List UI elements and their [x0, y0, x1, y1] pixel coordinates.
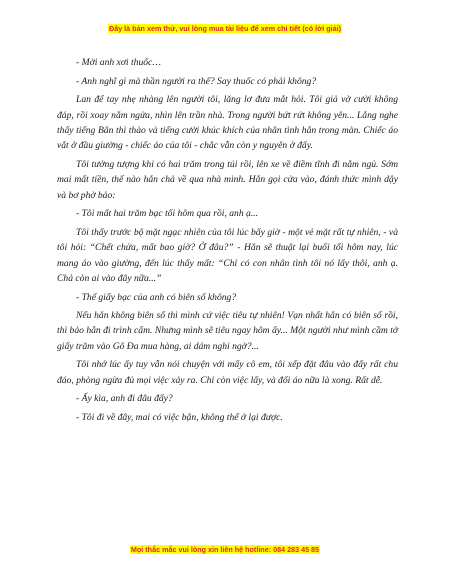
paragraph: Nếu hắn không biên số thì mình cứ việc tiêu tự nhiên! Vạn nhất hắn có biên số rồi, thì bảo hắn đi trình cẩm. Nhưng mình sẽ tiêu ngay hôm ấy... Một người như mình cầm tờ giấy trăm vào Gô Đa mua hàng, ai dám nghi ngờ?... — [57, 310, 398, 352]
paragraph: - Tôi mất hai trăm bạc tối hôm qua rồi, anh ạ... — [76, 208, 259, 220]
preview-notice-text: Đây là bản xem thử, vui lòng mua tài liệu để xem chi tiết (có lời giải) — [109, 24, 341, 33]
paragraph: - Anh nghĩ gì mà thần người ra thế? Say thuốc có phải không? — [76, 75, 317, 87]
hotline-banner — [0, 545, 450, 554]
paragraph: - Tôi đi về đây, mai có việc bận, không thể ở lại được. — [76, 412, 283, 424]
paragraph: - Ấy kìa, anh đi đâu đấy? — [76, 393, 173, 405]
story-text — [57, 55, 398, 429]
paragraph: Tôi thấy trước bộ mặt ngạc nhiên của tôi lúc bấy giờ - một vẻ mặt rất tự nhiên, - và tôi hỏi: “Chết chửa, mất bao giờ? Ở đâu?” - Hắn sẽ thuật lại buổi tối hôm nay, lúc mang áo vào giường, đến lúc thấy mất: “Chỉ có con nhân tình tôi nó lấy thôi, anh ạ. Chả còn ai vào đây nữa...” — [57, 226, 398, 284]
paragraph: - Mời anh xơi thuốc… — [76, 57, 161, 68]
paragraph: Lan để tay nhẹ nhàng lên người tôi, lăng lơ đưa mắt hỏi. Tôi giả vờ cười không đáp, rồi xoay nằm ngửa, nhìn lên trần nhà. Trong người bứt rứt không yên... Lắng nghe thấy tiếng Bân thì thào và tiếng cười khúc khích của nhân tình hắn trong màn. Chiếc áo vắt ở đầu giường - chiếc áo của tôi - chắc vẫn còn y nguyên ở đấy. — [57, 94, 398, 152]
preview-notice-banner — [0, 24, 450, 33]
hotline-text: Mọi thắc mắc vui lòng xin liên hệ hotline: 084 283 45 85 — [130, 545, 320, 554]
paragraph: - Thế giấy bạc của anh có biên số không? — [76, 291, 237, 303]
paragraph: Tôi tưởng tượng khi có hai trăm trong túi rồi, lên xe về điềm tĩnh đi nằm ngủ. Sớm mai mất tiền, thế nào hắn chả về qua nhà mình. Hắn gọi cửa vào, đánh thức mình dậy và bơ phờ bảo: — [57, 158, 398, 201]
paragraph: Tôi nhớ lúc ấy tuy vẫn nói chuyện với mấy cô em, tôi xếp đặt đâu vào đấy rất chu đáo, phòng ngừa đủ mọi việc xảy ra. Chỉ còn việc lấy, và đối áo nữa là xong. Rất dễ. — [57, 359, 398, 386]
